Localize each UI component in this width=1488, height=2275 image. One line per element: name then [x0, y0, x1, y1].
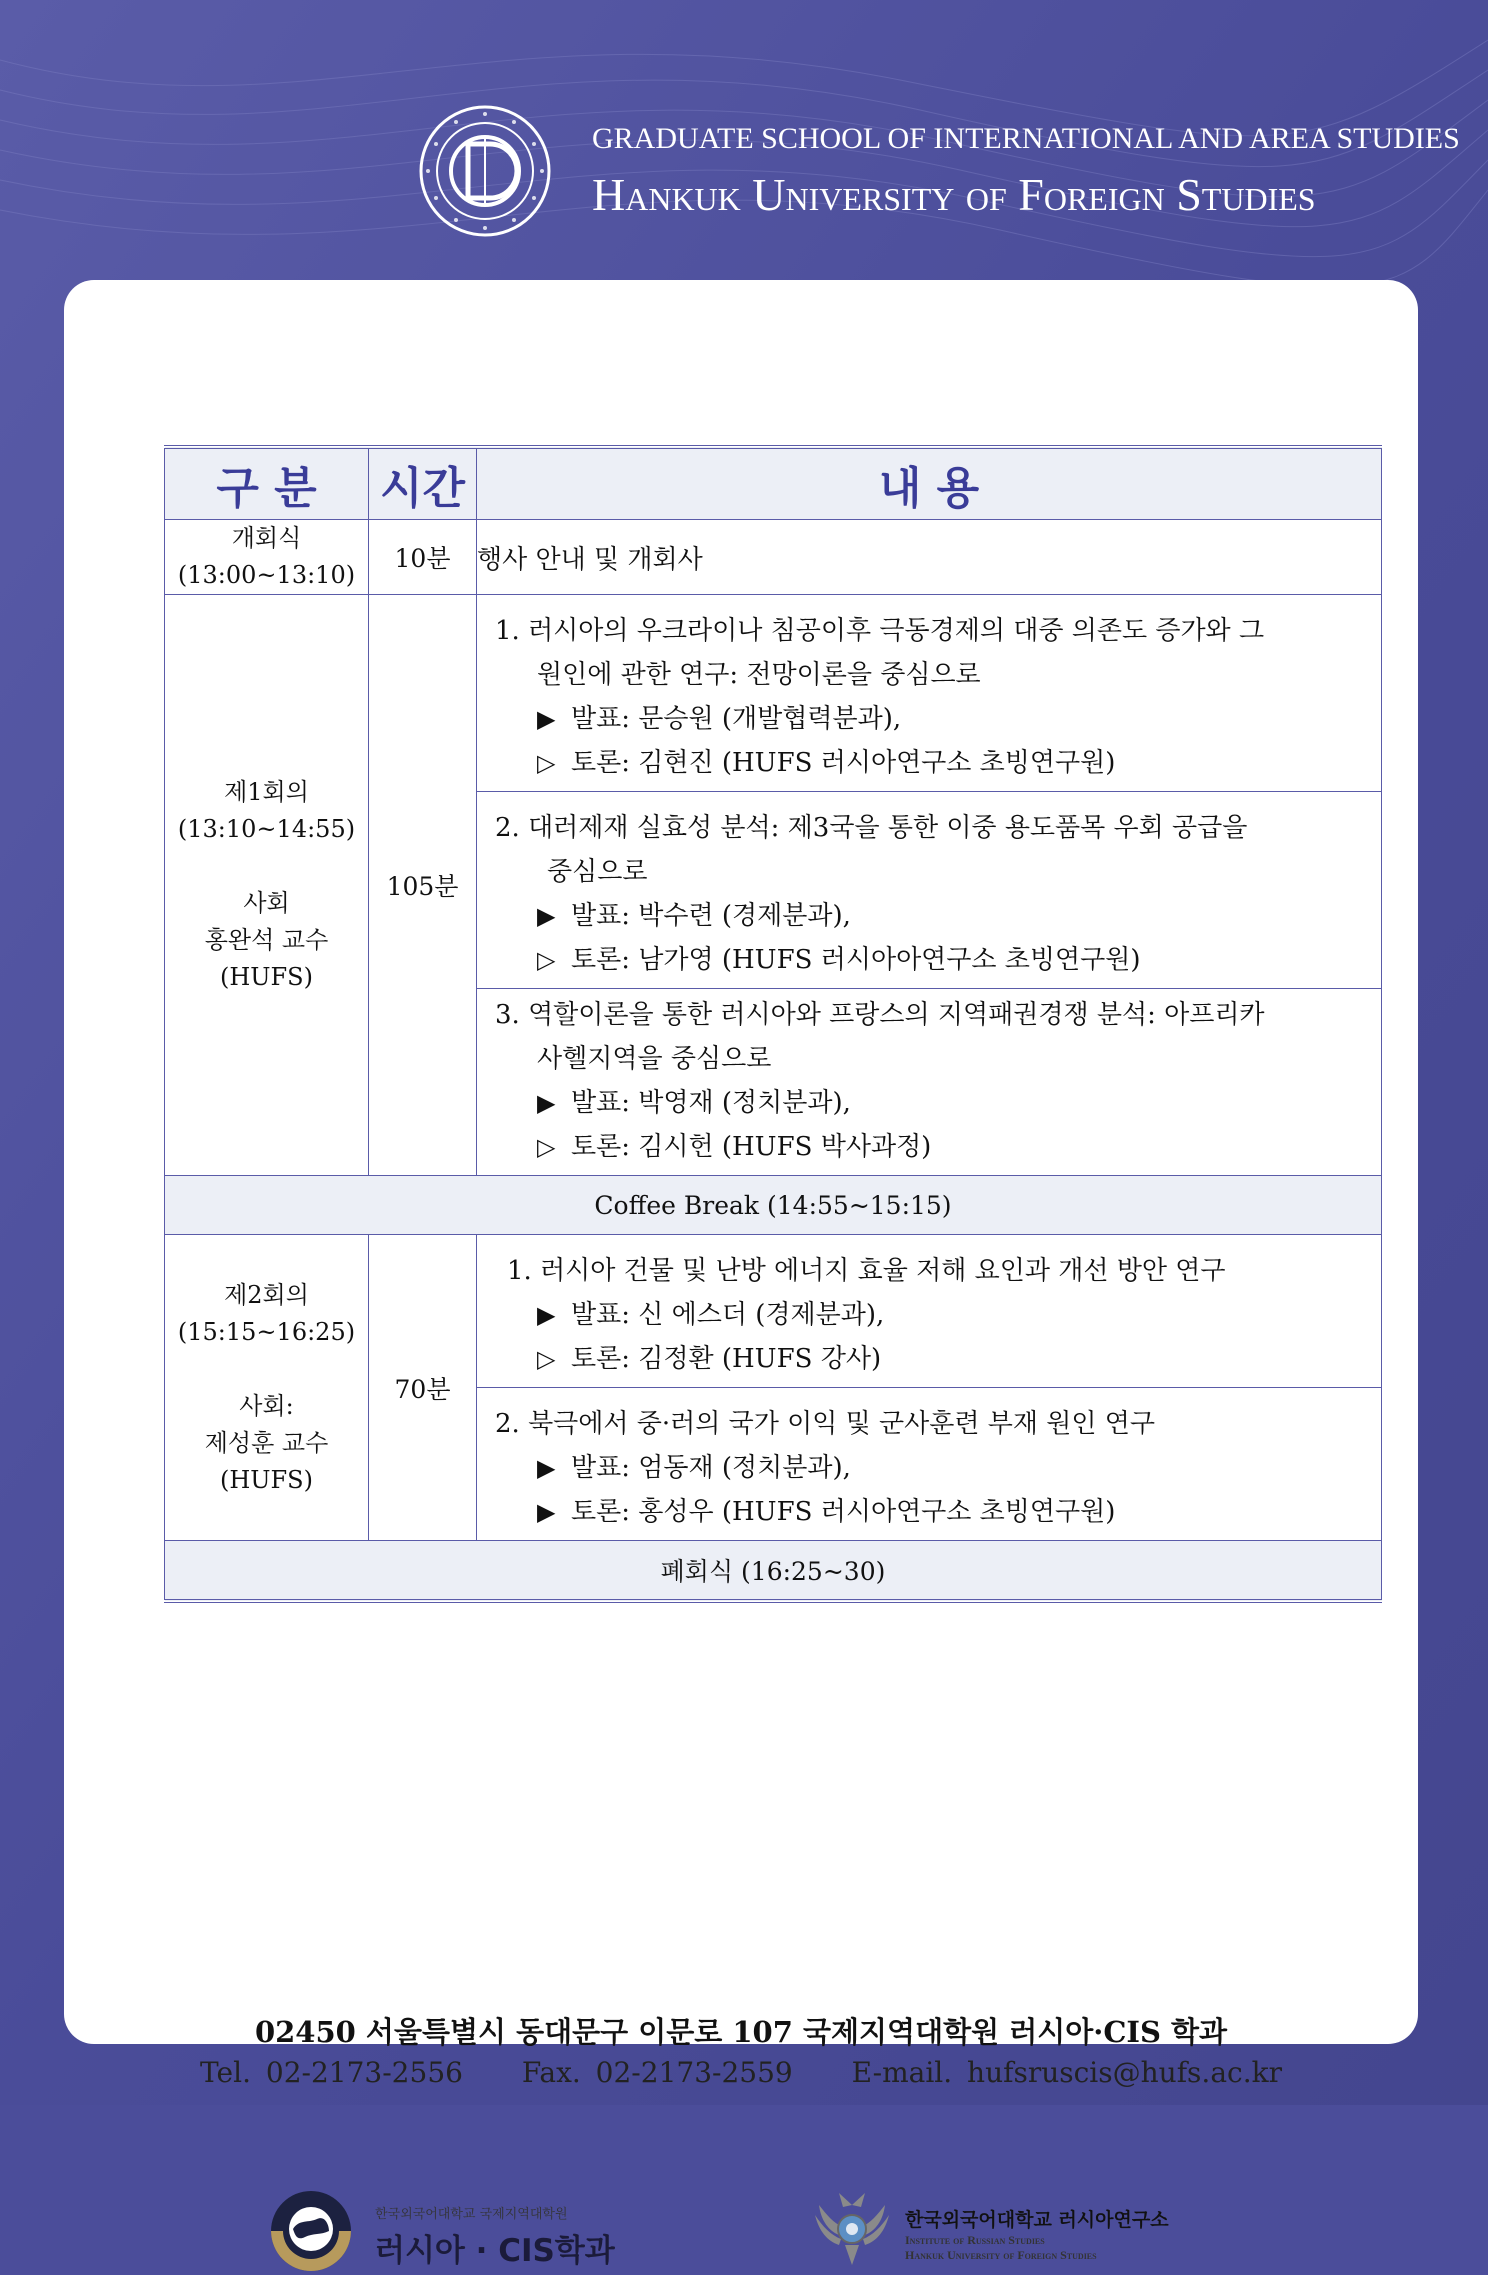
item-title: 1. 러시아 건물 및 난방 에너지 효율 저해 요인과 개선 방안 연구 [507, 1256, 1226, 1286]
filled-triangle-icon: ▶ [537, 705, 556, 733]
session1-duration: 105분 [369, 595, 477, 1176]
session2-item [477, 1387, 1381, 1540]
item-discussant: ▷ 토론: 남가영 (HUFS 러시아아연구소 초빙연구원) [495, 938, 1367, 982]
item-discussant: ▷ 토론: 김정환 (HUFS 강사) [507, 1337, 1367, 1381]
item-presenter: ▶ 발표: 박영재 (정치분과), [495, 1081, 1367, 1125]
session1-item [477, 988, 1381, 1175]
filled-triangle-icon: ▶ [537, 902, 556, 930]
outline-triangle-icon: ▷ [537, 1133, 556, 1161]
coffee-break-row [165, 1176, 1382, 1235]
session2-label-cell [165, 1235, 369, 1541]
footer-address: 02450 서울특별시 동대문구 이문로 107 국제지역대학원 러시아·CIS 학과 [254, 2015, 1228, 2049]
school-name-line2: Hankuk University of Foreign Studies [592, 169, 1316, 220]
session2-chair-label: 사회: [239, 1391, 294, 1420]
session1-label-time: (13:10~14:55) [177, 815, 356, 843]
item-presenter: ▶ 발표: 엄동재 (정치분과), [495, 1446, 1367, 1490]
opening-label-time: (13:00~13:10) [177, 561, 356, 589]
filled-triangle-icon: ▶ [537, 1498, 556, 1526]
institute-name-kr: 한국외국어대학교 러시아연구소 [905, 2209, 1169, 2231]
header [0, 0, 1488, 280]
session1-label-cell [165, 595, 369, 1176]
session2-duration: 70분 [369, 1235, 477, 1541]
eagle-crest-icon [809, 2185, 895, 2271]
session2-item [477, 1235, 1381, 1387]
session1-item [477, 595, 1381, 791]
item-discussant: ▶ 토론: 홍성우 (HUFS 러시아연구소 초빙연구원) [495, 1490, 1367, 1534]
opening-row [165, 520, 1382, 595]
coffee-break: Coffee Break (14:55~15:15) [165, 1176, 1382, 1235]
item-title: 1. 러시아의 우크라이나 침공이후 극동경제의 대중 의존도 증가와 그 [495, 616, 1265, 646]
dept-logo [269, 2185, 689, 2275]
session1-item [477, 791, 1381, 988]
item-title: 2. 북극에서 중·러의 국가 이익 및 군사훈련 부재 원인 연구 [495, 1409, 1156, 1439]
item-discussant: ▷ 토론: 김시헌 (HUFS 박사과정) [495, 1125, 1367, 1169]
school-name-line1: GRADUATE SCHOOL OF INTERNATIONAL AND AREA STUDIES [592, 122, 1460, 155]
opening-duration: 10분 [369, 520, 477, 595]
session1-row [165, 595, 1382, 1176]
session1-label: 제1회의 [224, 778, 309, 806]
footer-contact [64, 2056, 1418, 2089]
opening-content: 행사 안내 및 개회사 [477, 520, 1382, 595]
footer-email[interactable]: E-mail. hufsruscis@hufs.ac.kr [851, 2056, 1282, 2089]
session2-label-time: (15:15~16:25) [177, 1317, 356, 1346]
table-header-row [165, 447, 1382, 520]
session2-content [477, 1235, 1382, 1541]
dept-logo-name: 러시아 · CIS학과 [375, 2233, 615, 2269]
dept-emblem-icon [269, 2189, 353, 2273]
session1-chair-name: 홍완석 교수 [204, 926, 329, 954]
dept-logo-small-text: 한국외국어대학교 국제지역대학원 [375, 2207, 568, 2222]
session2-chair-name: 제성훈 교수 [204, 1428, 329, 1457]
item-presenter: ▶ 발표: 신 에스더 (경제분과), [507, 1293, 1367, 1337]
header-category: 구 분 [165, 447, 369, 520]
institute-name-en1: Institute of Russian Studies [905, 2233, 1045, 2247]
university-seal-icon [418, 104, 552, 238]
header-content: 내 용 [477, 447, 1382, 520]
item-presenter: ▶ 발표: 문승원 (개발협력분과), [495, 697, 1367, 741]
header-time: 시간 [369, 447, 477, 520]
item-title: 3. 역할이론을 통한 러시아와 프랑스의 지역패권경쟁 분석: 아프리카 [495, 1000, 1265, 1030]
content-card [64, 280, 1418, 2269]
item-discussant: ▷ 토론: 김현진 (HUFS 러시아연구소 초빙연구원) [495, 741, 1367, 785]
opening-label: 개회식 [231, 524, 302, 552]
session1-content [477, 595, 1382, 1176]
item-title: 2. 대러제재 실효성 분석: 제3국을 통한 이중 용도품목 우회 공급을 [495, 813, 1248, 843]
closing-row [165, 1541, 1382, 1602]
institute-logo [809, 2185, 1259, 2275]
item-presenter: ▶ 발표: 박수련 (경제분과), [495, 894, 1367, 938]
session2-label: 제2회의 [224, 1280, 309, 1309]
schedule-table [164, 445, 1382, 1603]
item-title-cont: 사헬지역을 중심으로 [537, 1044, 772, 1074]
closing: 폐회식 (16:25~30) [165, 1541, 1382, 1602]
item-title-cont: 중심으로 [547, 857, 648, 887]
outline-triangle-icon: ▷ [537, 946, 556, 974]
filled-triangle-icon: ▶ [537, 1454, 556, 1482]
outline-triangle-icon: ▷ [537, 1345, 556, 1373]
session2-row [165, 1235, 1382, 1541]
institute-name-en2: Hankuk University of Foreign Studies [905, 2248, 1097, 2262]
item-title-cont: 원인에 관한 연구: 전망이론을 중심으로 [537, 660, 981, 690]
session2-chair-affil: (HUFS) [220, 1465, 313, 1494]
session1-chair-affil: (HUFS) [220, 963, 313, 991]
footer-fax: Fax. 02-2173-2559 [521, 2056, 793, 2089]
opening-label-cell [165, 520, 369, 595]
filled-triangle-icon: ▶ [537, 1089, 556, 1117]
filled-triangle-icon: ▶ [537, 1301, 556, 1329]
outline-triangle-icon: ▷ [537, 749, 556, 777]
session1-chair-label: 사회 [243, 889, 290, 917]
footer-tel: Tel. 02-2173-2556 [200, 2056, 463, 2089]
